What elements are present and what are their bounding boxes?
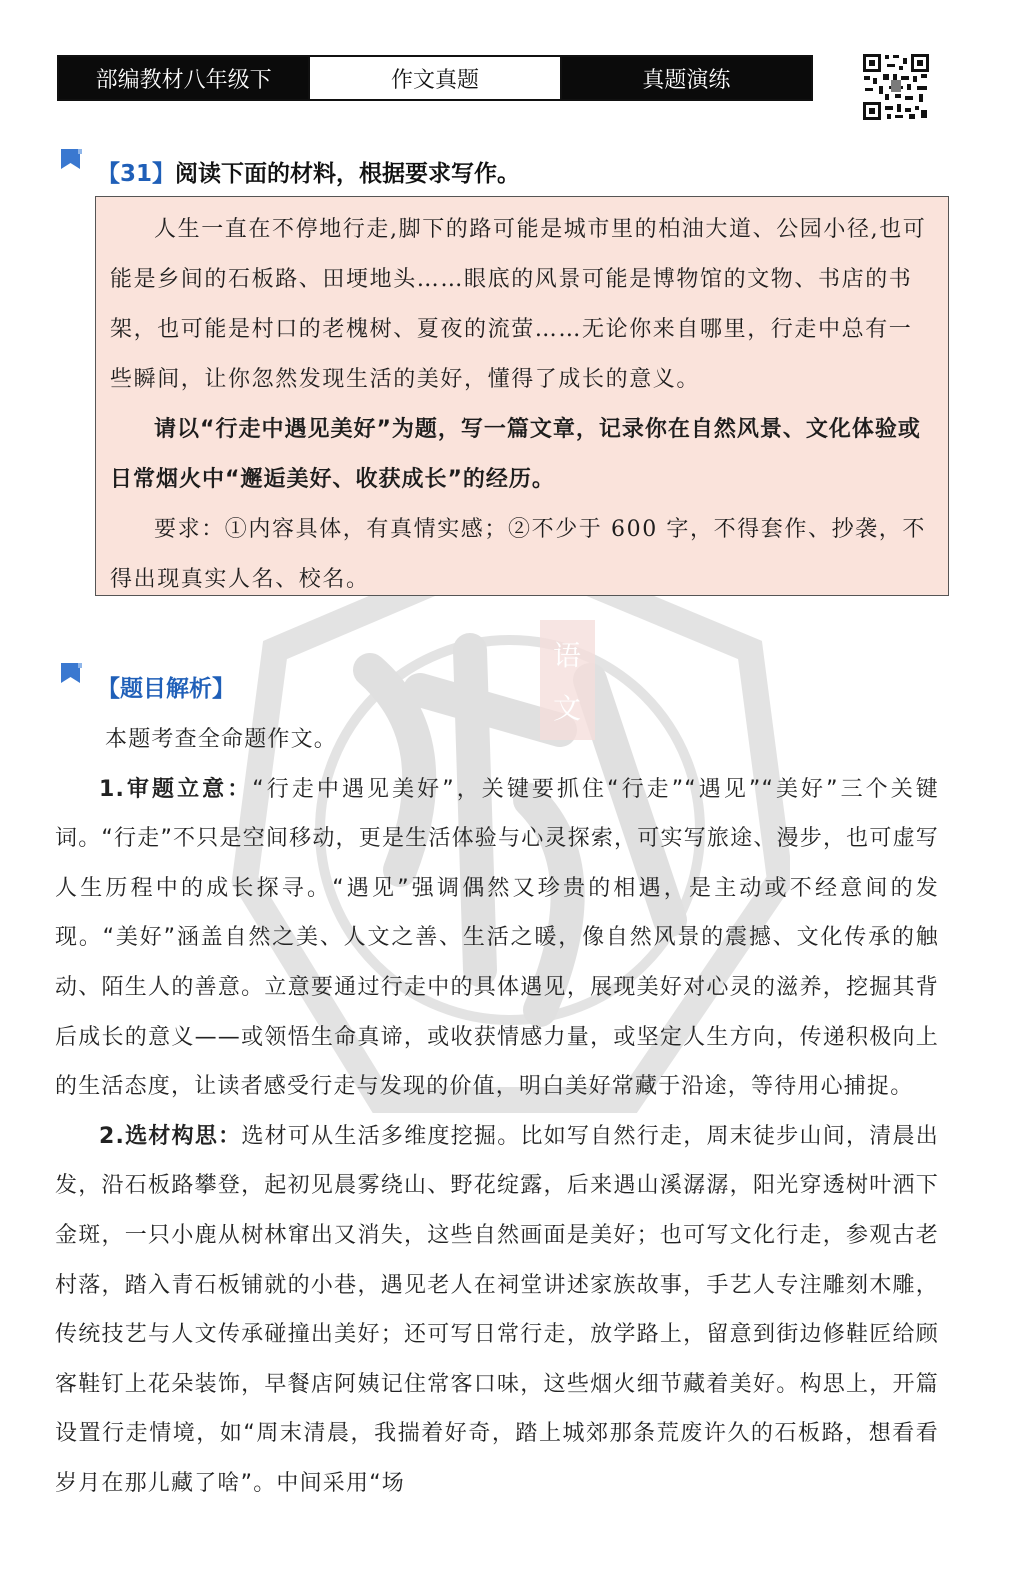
material-text: 人生一直在不停地行走,脚下的路可能是城市里的柏油大道、公园小径,也可能是乡间的石板路、田埂地头……眼底的风景可能是博物馆的文物、书店的书架，也可能是村口的老槐树、夏夜的流萤……无论你来自哪里，行走中总有一些瞬间，让你忽然发现生活的美好，懂得了成长的意义。 xyxy=(110,217,927,392)
analysis-title: 【题目解析】 xyxy=(97,676,235,702)
header-section: 真题演练 xyxy=(562,57,811,99)
analysis-paragraph-2 xyxy=(55,1112,939,1509)
header-grade: 部编教材八年级下 xyxy=(59,57,308,99)
svg-text:文: 文 xyxy=(552,692,582,725)
header-bar xyxy=(57,55,813,101)
bookmark-icon xyxy=(58,147,84,171)
question-instruction: 阅读下面的材料，根据要求写作。 xyxy=(175,161,521,187)
paragraph-2-label: 2.选材构思： xyxy=(99,1123,242,1149)
watermark-seal-text: 语 xyxy=(552,639,582,672)
paragraph-2-text: 选材可从生活多维度挖掘。比如写自然行走，周末徒步山间，清晨出发，沿石板路攀登，起初见晨雾绕山、野花绽露，后来遇山溪潺潺，阳光穿透树叶洒下金斑，一只小鹿从树林窜出又消失，这些自然画面是美好；也可写文化行走，参观古老村落，踏入青石板铺就的小巷，遇见老人在祠堂讲述家族故事，手艺人专注雕刻木雕，传统技艺与人文传承碰撞出美好；还可写日常行走，放学路上，留意到街边修鞋匠给顾客鞋钉上花朵装饰，早餐店阿姨记住常客口味，这些烟火细节藏着美好。构思上，开篇设置行走情境，如“周末清晨，我揣着好奇，踏上城郊那条荒废许久的石板路，想看看岁月在那儿藏了啥”。中间采用“场 xyxy=(55,1123,939,1496)
header-category: 作文真题 xyxy=(308,57,561,99)
material-box xyxy=(95,196,949,596)
analysis-body xyxy=(55,715,939,1509)
question-number: 【31】 xyxy=(97,161,176,187)
qr-code-icon xyxy=(861,52,931,122)
writing-prompt: 请以“行走中遇见美好”为题，写一篇文章，记录你在自然风景、文化体验或日常烟火中“邂逅美好、收获成长”的经历。 xyxy=(110,417,921,492)
question-title xyxy=(97,155,520,188)
analysis-intro: 本题考查全命题作文。 xyxy=(105,727,338,752)
paragraph-1-label: 1.审题立意： xyxy=(99,776,253,802)
writing-requirements: 要求：①内容具体，有真情实感；②不少于 600 字，不得套作、抄袭，不得出现真实人名、校名。 xyxy=(110,517,926,592)
bookmark-icon xyxy=(58,661,84,685)
analysis-paragraph-1 xyxy=(55,765,939,1112)
paragraph-1-text: “行走中遇见美好”，关键要抓住“行走”“遇见”“美好”三个关键词。“行走”不只是空间移动，更是生活体验与心灵探索，可实写旅途、漫步，也可虚写人生历程中的成长探寻。“遇见”强调偶然又珍贵的相遇，是主动或不经意间的发现。“美好”涵盖自然之美、人文之善、生活之暖，像自然风景的震撼、文化传承的触动、陌生人的善意。立意要通过行走中的具体遇见，展现美好对心灵的滋养，挖掘其背后成长的意义——或领悟生命真谛，或收获情感力量，或坚定人生方向，传递积极向上的生活态度，让读者感受行走与发现的价值，明白美好常藏于沿途，等待用心捕捉。 xyxy=(55,776,939,1100)
